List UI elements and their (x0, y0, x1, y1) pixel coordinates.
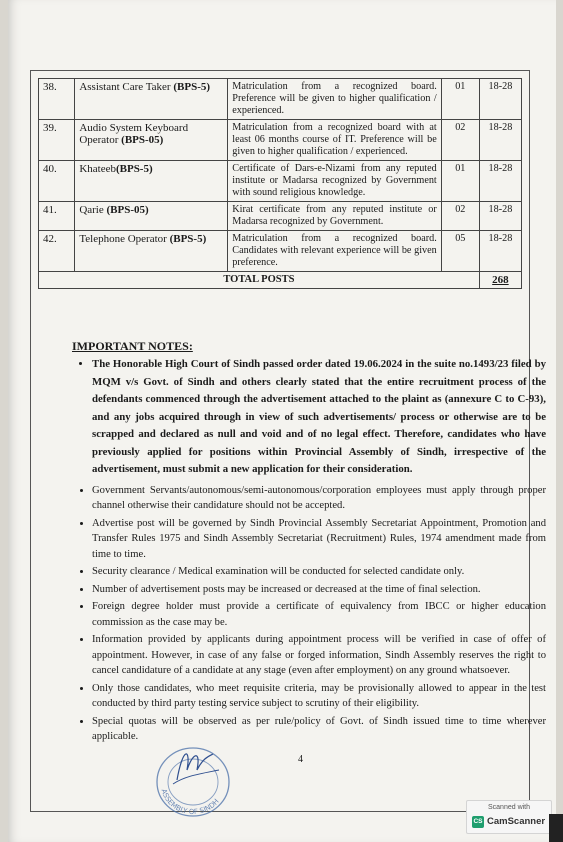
important-notes-list (68, 356, 546, 747)
total-posts-label: TOTAL POSTS (39, 272, 480, 289)
camscanner-watermark (466, 800, 552, 834)
posts-table (38, 78, 522, 289)
note-item: • Information provided by applicants during appointment process will be verified in case of offer of appointment. However, in case of any false or forged information, Sindh Assembly reserves the right to cancel candidature of a candidate at any stage (even after employment) on any ground whatsoever. (92, 632, 546, 679)
assembly-seal-stamp-icon (147, 740, 239, 822)
serial-number: 42. (39, 231, 75, 272)
serial-number: 41. (39, 202, 75, 231)
post-title: Telephone Operator (BPS-5) (75, 231, 228, 272)
qualification: Matriculation from a recognized board with at least 06 months course of IT. Preference will be given to higher qualification / experienced. (228, 120, 441, 161)
age-limit: 18-28 (479, 202, 521, 231)
table-row (39, 79, 522, 120)
qualification: Matriculation from a recognized board. Candidates with relevant experience will be given preference. (228, 231, 441, 272)
table-row (39, 231, 522, 272)
post-title: Audio System Keyboard Operator (BPS-05) (75, 120, 228, 161)
table-row (39, 120, 522, 161)
post-count: 02 (441, 202, 479, 231)
camscanner-name: CamScanner (487, 816, 546, 827)
note-item: • Only those candidates, who meet requisite criteria, may be provisionally allowed to appear in the test conducted by third party testing service subject to scrutiny of their eligibility. (92, 681, 546, 712)
note-item: • The Honorable High Court of Sindh passed order dated 19.06.2024 in the suite no.1493/23 filed by MQM v/s Govt. of Sindh and others clearly stated that the entire recruitment process of the defendants commenced through the advertisement attached to the plaint as (annexure C to C-93), and any jobs acquired through in view of such advertisements/ process or otherwise are to be scrapped and declared as null and void and of no legal effect. Therefore, candidates who have previously applied for positions within Provincial Assembly of Sindh, irrespective of the advertisement, must submit a new application for their consideration. (92, 356, 546, 479)
serial-number: 40. (39, 161, 75, 202)
qualification: Kirat certificate from any reputed institute or Madarsa recognized by Government. (228, 202, 441, 231)
age-limit: 18-28 (479, 231, 521, 272)
post-title: Assistant Care Taker (BPS-5) (75, 79, 228, 120)
document-page (8, 0, 556, 842)
scan-corner-shadow (549, 814, 563, 842)
note-item: • Special quotas will be observed as per rule/policy of Govt. of Sindh issued time to time wherever applicable. (92, 714, 546, 745)
table-row (39, 161, 522, 202)
svg-text:ASSEMBLY OF SINDH: ASSEMBLY OF SINDH (159, 788, 221, 817)
post-title: Qarie (BPS-05) (75, 202, 228, 231)
post-count: 02 (441, 120, 479, 161)
note-item: • Foreign degree holder must provide a certificate of equivalency from IBCC or higher education commission as the case may be. (92, 599, 546, 630)
serial-number: 39. (39, 120, 75, 161)
camscanner-logo-icon: CS (472, 816, 484, 828)
table-row (39, 202, 522, 231)
important-notes-title: IMPORTANT NOTES: (72, 339, 193, 353)
post-title: Khateeb(BPS-5) (75, 161, 228, 202)
serial-number: 38. (39, 79, 75, 120)
note-item: • Security clearance / Medical examination will be conducted for selected candidate only. (92, 564, 546, 580)
post-count: 05 (441, 231, 479, 272)
page-number: 4 (298, 754, 303, 765)
age-limit: 18-28 (479, 79, 521, 120)
post-count: 01 (441, 79, 479, 120)
note-item: • Advertise post will be governed by Sindh Provincial Assembly Secretariat Appointment, Promotion and Transfer Rules 1975 and Sindh Assembly Secretariat (Recruitment) Rules, 1974 amendment made from time to time. (92, 516, 546, 563)
qualification: Certificate of Dars-e-Nizami from any reputed institute or Madarsa recognized by Government with sound religious knowledge. (228, 161, 441, 202)
scanned-with-label: Scanned with (487, 804, 531, 811)
total-row (39, 272, 522, 289)
age-limit: 18-28 (479, 161, 521, 202)
total-posts-value: 268 (479, 272, 521, 289)
note-item: • Number of advertisement posts may be increased or decreased at the time of final selection. (92, 582, 546, 598)
age-limit: 18-28 (479, 120, 521, 161)
qualification: Matriculation from a recognized board. Preference will be given to higher qualification / experienced. (228, 79, 441, 120)
post-count: 01 (441, 161, 479, 202)
note-item: • Government Servants/autonomous/semi-autonomous/corporation employees must apply through proper channel otherwise their candidature should not be accepted. (92, 483, 546, 514)
